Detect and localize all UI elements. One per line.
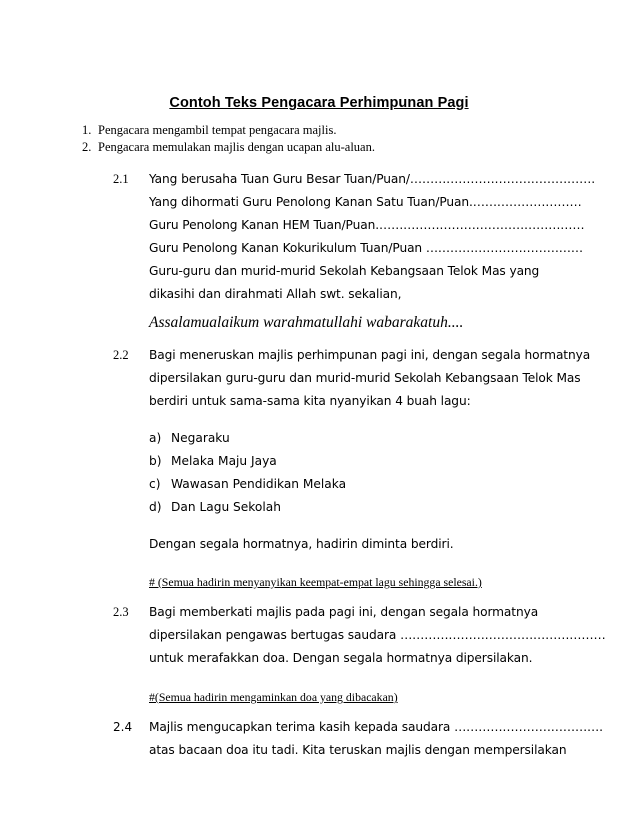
section-number: 2.2 [113,348,129,362]
section-line: Bagi memberkati majlis pada pagi ini, dengan segala hormatnya [149,605,539,619]
song-title: Wawasan Pendidikan Melaka [171,477,347,491]
page-title: Contoh Teks Pengacara Perhimpunan Pagi [169,95,469,111]
intro-text: Pengacara memulakan majlis dengan ucapan alu-aluan. [98,140,375,154]
section-line: Majlis mengucapkan terima kasih kepada saudara ………………………………. [149,720,603,734]
greeting-line: Assalamualaikum warahmatullahi wabarakatuh.... [149,314,464,331]
song-title: Dan Lagu Sekolah [171,500,281,514]
song-label: d) [149,500,162,514]
intro-number: 1. [82,123,92,137]
song-label: c) [149,477,161,491]
section-number: 2.4 [113,720,133,734]
intro-text: Pengacara mengambil tempat pengacara majlis. [98,123,337,137]
stand-instruction: Dengan segala hormatnya, hadirin diminta berdiri. [149,537,454,551]
stage-note: #(Semua hadirin mengaminkan doa yang dibacakan) [149,690,398,704]
song-title: Negaraku [171,431,230,445]
song-title: Melaka Maju Jaya [171,454,277,468]
section-line: untuk merafakkan doa. Dengan segala hormatnya dipersilakan. [149,651,533,665]
intro-number: 2. [82,140,92,154]
section-line: Bagi meneruskan majlis perhimpunan pagi ini, dengan segala hormatnya [149,348,591,362]
section-number: 2.1 [113,172,129,186]
section-line: dipersilakan pengawas bertugas saudara …………………………………………… [149,628,606,642]
song-item [149,454,277,468]
stage-note: # (Semua hadirin menyanyikan keempat-empat lagu sehingga selesai.) [149,575,482,589]
section-line: dipersilakan guru-guru dan murid-murid Sekolah Kebangsaan Telok Mas [149,371,581,385]
section-line: Yang dihormati Guru Penolong Kanan Satu Tuan/Puan.……………………… [149,195,582,209]
section-line: atas bacaan doa itu tadi. Kita teruskan majlis dengan mempersilakan [149,743,567,757]
section-number: 2.3 [113,605,129,619]
intro-item [82,140,602,155]
song-label: a) [149,431,162,445]
section-line: Guru Penolong Kanan HEM Tuan/Puan.…………………………………………… [149,218,585,232]
song-item [149,477,346,491]
section-line: dikasihi dan dirahmati Allah swt. sekalian, [149,287,402,301]
song-item [149,500,281,514]
section-line: berdiri untuk sama-sama kita nyanyikan 4 buah lagu: [149,394,471,408]
song-label: b) [149,454,162,468]
section-line: Guru Penolong Kanan Kokurikulum Tuan/Puan ………………………………… [149,241,583,255]
section-line: Guru-guru dan murid-murid Sekolah Kebangsaan Telok Mas yang [149,264,540,278]
intro-item [82,123,602,138]
section-line: Yang berusaha Tuan Guru Besar Tuan/Puan/………………………………………. [149,172,596,186]
song-item [149,431,230,445]
